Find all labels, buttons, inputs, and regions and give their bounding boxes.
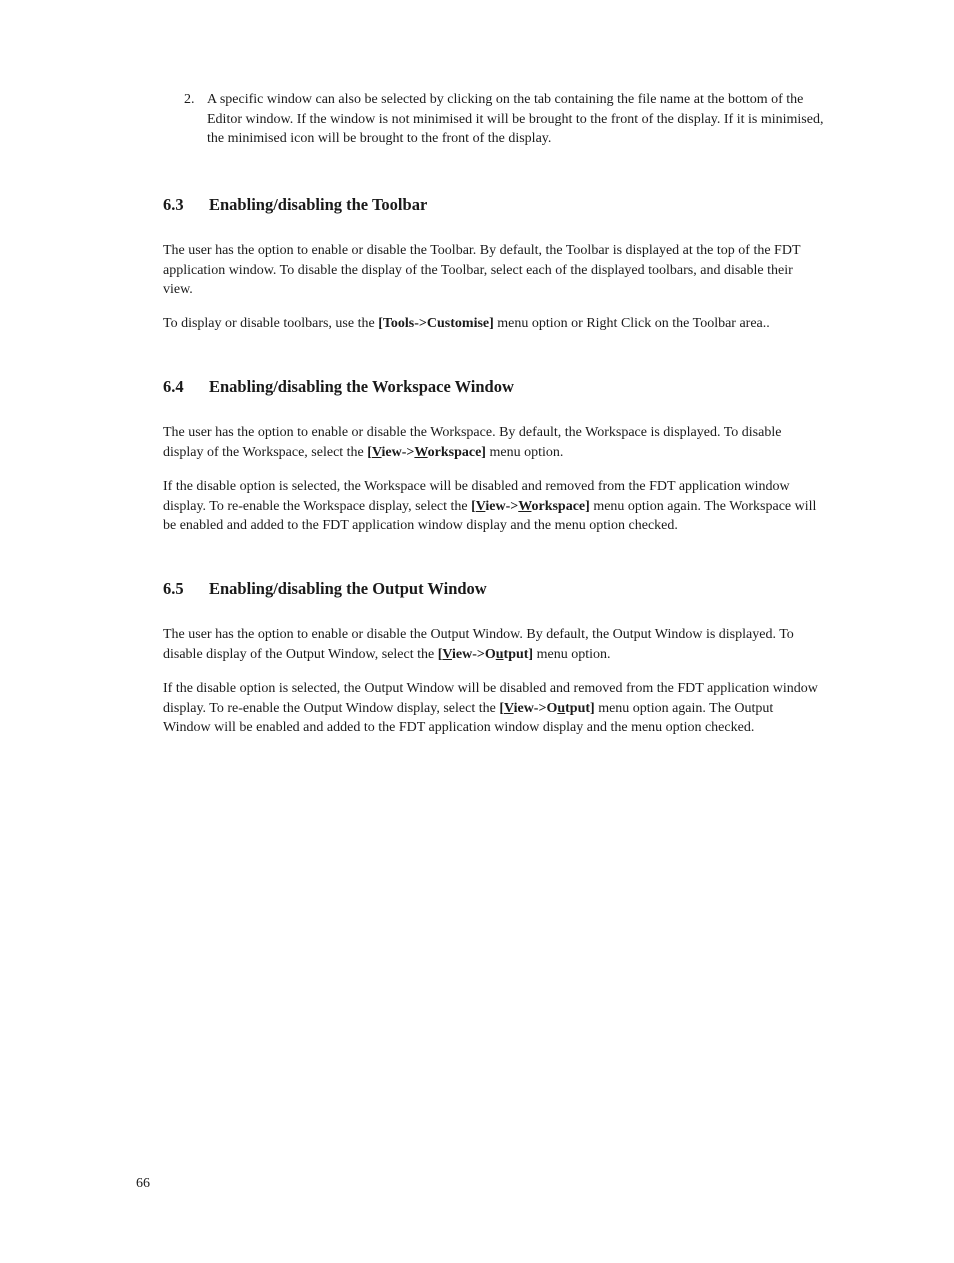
section-title: Enabling/disabling the Toolbar [209,195,428,214]
menu-command: [View->Workspace] [367,444,486,460]
list-item-number: 2. [184,92,195,107]
menu-command: [Tools->Customise] [378,316,494,331]
workspace-paragraph-2: If the disable option is selected, the Workspace will be disabled and removed from the FDT application window display. To re-enable the Workspace display, select the [View->Workspace] menu option again. The Workspace will be enabled and added to the FDT application window display and the menu option checked. [163,479,817,534]
output-paragraph-2: If the disable option is selected, the Output Window will be disabled and removed from the FDT application window display. To re-enable the Output Window display, select the [View->Output] menu option again. The Output Window will be enabled and added to the FDT application window display and the menu option checked. [163,681,818,736]
list-item-text: A specific window can also be selected by clicking on the tab containing the file name at the bottom of the Editor window. If the window is not minimised it will be brought to the front of the display. If it is minimised, the minimised icon will be brought to the front of the display. [207,92,824,146]
section-title: Enabling/disabling the Output Window [209,579,487,598]
numbered-list-item [184,90,824,149]
section-heading-6-5 [163,579,487,599]
toolbar-paragraph-1: The user has the option to enable or disable the Toolbar. By default, the Toolbar is displayed at the top of the FDT application window. To disable the display of the Toolbar, select each of the displayed toolbars, and disable their view. [163,243,801,298]
menu-command: [View->Workspace] [471,498,590,514]
section-heading-6-3 [163,195,427,215]
section-number: 6.5 [163,579,184,598]
section-heading-6-4 [163,377,514,397]
page-number: 66 [136,1176,150,1191]
output-paragraph-1: The user has the option to enable or disable the Output Window. By default, the Output Window is displayed. To disable display of the Output Window, select the [View->Output] menu option. [163,627,794,662]
section-title: Enabling/disabling the Workspace Window [209,377,514,396]
workspace-paragraph-1: The user has the option to enable or disable the Workspace. By default, the Workspace is displayed. To disable display of the Workspace, select the [View->Workspace] menu option. [163,425,782,460]
toolbar-paragraph-2: To display or disable toolbars, use the [Tools->Customise] menu option or Right Click on the Toolbar area.. [163,316,770,331]
section-number: 6.3 [163,195,184,214]
menu-command: [View->Output] [437,646,534,662]
section-number: 6.4 [163,377,184,396]
menu-command: [View->Output] [499,700,595,716]
